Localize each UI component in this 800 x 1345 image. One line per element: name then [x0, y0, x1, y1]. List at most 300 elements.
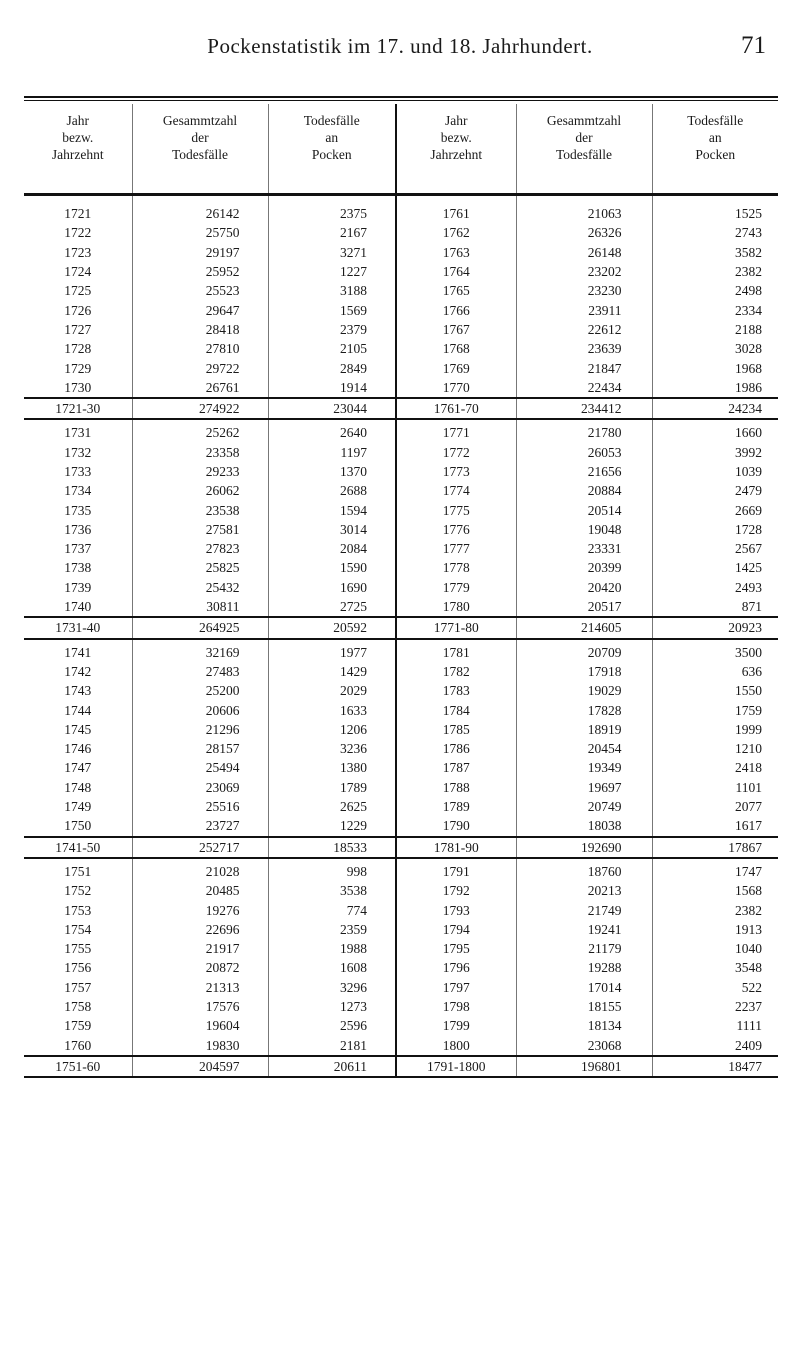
cell-total-deaths-left: 264925 — [132, 617, 268, 638]
cell-year-left: 1736 — [64, 521, 92, 537]
table-row — [24, 195, 778, 224]
cell-smallpox-deaths-right: 2498 — [652, 281, 778, 300]
cell-year-right: 1793 — [396, 900, 516, 919]
cell-total-deaths-left: 26142 — [132, 195, 268, 224]
table-row — [24, 481, 778, 500]
cell-total-deaths-left: 29647 — [132, 300, 268, 319]
cell-total-deaths-right: 196801 — [516, 1056, 652, 1077]
cell-year-right: 1798 — [396, 997, 516, 1016]
cell-total-deaths-left: 23069 — [132, 778, 268, 797]
cell-year-left: 1724 — [64, 264, 92, 280]
cell-total-deaths-left: 26062 — [132, 481, 268, 500]
cell-smallpox-deaths-right: 2493 — [652, 578, 778, 597]
table-row — [24, 978, 778, 997]
cell-total-deaths-right: 20454 — [516, 739, 652, 758]
table-row — [24, 700, 778, 719]
cell-year-right: 1792 — [396, 881, 516, 900]
cell-smallpox-deaths-left: 2625 — [268, 797, 396, 816]
table-row — [24, 320, 778, 339]
table-row — [24, 778, 778, 797]
cell-total-deaths-left: 28157 — [132, 739, 268, 758]
cell-total-deaths-left: 25952 — [132, 262, 268, 281]
cell-total-deaths-left: 25516 — [132, 797, 268, 816]
cell-year-left: 1752 — [64, 883, 92, 899]
cell-smallpox-deaths-left: 2640 — [268, 419, 396, 442]
cell-smallpox-deaths-right: 18477 — [652, 1056, 778, 1077]
cell-year-left: 1730 — [64, 379, 92, 395]
cell-total-deaths-left: 204597 — [132, 1056, 268, 1077]
cell-total-deaths-left: 25523 — [132, 281, 268, 300]
cell-total-deaths-left: 19604 — [132, 1016, 268, 1035]
cell-smallpox-deaths-left: 2849 — [268, 358, 396, 377]
cell-smallpox-deaths-right: 3548 — [652, 958, 778, 977]
cell-year-left: 1746 — [64, 741, 92, 757]
cell-smallpox-deaths-left: 1789 — [268, 778, 396, 797]
col-header-year-left — [24, 104, 132, 195]
cell-total-deaths-right: 18038 — [516, 816, 652, 836]
cell-year-right: 1790 — [396, 816, 516, 836]
cell-total-deaths-right: 214605 — [516, 617, 652, 638]
cell-total-deaths-left: 27823 — [132, 539, 268, 558]
col-header-total-deaths-right — [516, 104, 652, 195]
header-line: Todesfälle — [171, 147, 229, 162]
cell-smallpox-deaths-left: 3538 — [268, 881, 396, 900]
cell-year-left: 1727 — [64, 321, 92, 337]
table-row — [24, 997, 778, 1016]
cell-smallpox-deaths-right: 1660 — [652, 419, 778, 442]
cell-total-deaths-right: 22434 — [516, 378, 652, 398]
cell-year-left: 1744 — [64, 702, 92, 718]
cell-total-deaths-left: 20606 — [132, 700, 268, 719]
cell-smallpox-deaths-right: 3992 — [652, 443, 778, 462]
cell-smallpox-deaths-right: 1759 — [652, 700, 778, 719]
cell-total-deaths-left: 25494 — [132, 758, 268, 777]
col-header-smallpox-deaths-left — [268, 104, 396, 195]
table-row — [24, 520, 778, 539]
header-line: Gesammtzahl — [162, 113, 238, 128]
cell-total-deaths-right: 20884 — [516, 481, 652, 500]
cell-year-right: 1800 — [396, 1035, 516, 1055]
decade-total-row — [24, 617, 778, 638]
cell-year-left: 1721 — [64, 206, 92, 222]
table-top-rule — [24, 96, 778, 98]
cell-year-right: 1778 — [396, 558, 516, 577]
cell-year-right: 1781 — [396, 639, 516, 662]
cell-year-right: 1764 — [396, 262, 516, 281]
table-row — [24, 858, 778, 881]
cell-total-deaths-left: 29233 — [132, 462, 268, 481]
cell-year-right: 1762 — [396, 223, 516, 242]
cell-smallpox-deaths-right: 2188 — [652, 320, 778, 339]
cell-smallpox-deaths-right: 636 — [652, 662, 778, 681]
header-line: an — [325, 130, 339, 145]
cell-total-deaths-right: 20709 — [516, 639, 652, 662]
cell-smallpox-deaths-left: 3014 — [268, 520, 396, 539]
cell-total-deaths-left: 19830 — [132, 1035, 268, 1055]
cell-year-left: 1740 — [64, 599, 92, 615]
cell-year-left: 1753 — [64, 902, 92, 918]
cell-total-deaths-right: 20514 — [516, 500, 652, 519]
cell-smallpox-deaths-right: 2479 — [652, 481, 778, 500]
cell-smallpox-deaths-left: 20592 — [268, 617, 396, 638]
table-row — [24, 939, 778, 958]
cell-year-right: 1783 — [396, 681, 516, 700]
header-line: Gesammtzahl — [546, 113, 622, 128]
table-row — [24, 443, 778, 462]
cell-year-left: 1739 — [64, 579, 92, 595]
table-row — [24, 300, 778, 319]
cell-year-left: 1735 — [64, 502, 92, 518]
running-title: Pockenstatistik im 17. und 18. Jahrhundert. — [207, 34, 593, 58]
cell-smallpox-deaths-right: 1210 — [652, 739, 778, 758]
cell-smallpox-deaths-right: 2743 — [652, 223, 778, 242]
cell-total-deaths-left: 20485 — [132, 881, 268, 900]
table-row — [24, 739, 778, 758]
cell-smallpox-deaths-left: 20611 — [268, 1056, 396, 1077]
cell-total-deaths-right: 234412 — [516, 398, 652, 419]
cell-smallpox-deaths-right: 1111 — [652, 1016, 778, 1035]
cell-smallpox-deaths-right: 1040 — [652, 939, 778, 958]
cell-year-right: 1795 — [396, 939, 516, 958]
table-row — [24, 281, 778, 300]
cell-smallpox-deaths-left: 1594 — [268, 500, 396, 519]
cell-year-left: 1756 — [64, 960, 92, 976]
cell-smallpox-deaths-left: 1206 — [268, 720, 396, 739]
cell-total-deaths-right: 192690 — [516, 837, 652, 858]
header-line: der — [575, 130, 593, 145]
cell-smallpox-deaths-right: 1999 — [652, 720, 778, 739]
cell-year-right: 1773 — [396, 462, 516, 481]
cell-total-deaths-right: 20399 — [516, 558, 652, 577]
cell-total-deaths-right: 19288 — [516, 958, 652, 977]
cell-smallpox-deaths-left: 2379 — [268, 320, 396, 339]
col-header-year-right — [396, 104, 516, 195]
cell-year-left: 1758 — [64, 999, 92, 1015]
cell-year-right: 1767 — [396, 320, 516, 339]
cell-smallpox-deaths-left: 1273 — [268, 997, 396, 1016]
cell-total-deaths-left: 29722 — [132, 358, 268, 377]
cell-smallpox-deaths-left: 1690 — [268, 578, 396, 597]
table-row — [24, 500, 778, 519]
cell-total-deaths-right: 19048 — [516, 520, 652, 539]
cell-total-deaths-left: 23358 — [132, 443, 268, 462]
cell-smallpox-deaths-right: 1913 — [652, 920, 778, 939]
cell-total-deaths-right: 17014 — [516, 978, 652, 997]
cell-smallpox-deaths-right: 1617 — [652, 816, 778, 836]
cell-smallpox-deaths-right: 1568 — [652, 881, 778, 900]
cell-total-deaths-left: 252717 — [132, 837, 268, 858]
cell-year-right: 1775 — [396, 500, 516, 519]
table-row — [24, 920, 778, 939]
cell-total-deaths-right: 19697 — [516, 778, 652, 797]
cell-year-right: 1785 — [396, 720, 516, 739]
cell-year-right: 1780 — [396, 597, 516, 617]
cell-year-right: 1786 — [396, 739, 516, 758]
cell-total-deaths-right: 19241 — [516, 920, 652, 939]
cell-year-right: 1782 — [396, 662, 516, 681]
cell-total-deaths-left: 26761 — [132, 378, 268, 398]
header-line: Todesfälle — [303, 113, 360, 128]
cell-total-deaths-left: 19276 — [132, 900, 268, 919]
cell-total-deaths-right: 23639 — [516, 339, 652, 358]
header-line: bezw. — [440, 130, 472, 145]
cell-smallpox-deaths-right: 2567 — [652, 539, 778, 558]
table-row — [24, 539, 778, 558]
cell-total-deaths-right: 18134 — [516, 1016, 652, 1035]
table-row — [24, 958, 778, 977]
cell-total-deaths-left: 27581 — [132, 520, 268, 539]
cell-total-deaths-left: 21917 — [132, 939, 268, 958]
cell-year-left: 1741-50 — [24, 837, 132, 858]
cell-total-deaths-right: 21656 — [516, 462, 652, 481]
cell-smallpox-deaths-right: 20923 — [652, 617, 778, 638]
table-row — [24, 797, 778, 816]
table-body — [24, 195, 778, 1078]
cell-year-left: 1726 — [64, 302, 92, 318]
header-line: Jahrzehnt — [51, 147, 104, 162]
cell-total-deaths-left: 21313 — [132, 978, 268, 997]
table-row — [24, 1035, 778, 1055]
cell-smallpox-deaths-right: 1101 — [652, 778, 778, 797]
cell-smallpox-deaths-left: 1197 — [268, 443, 396, 462]
table-row — [24, 339, 778, 358]
cell-smallpox-deaths-right: 1039 — [652, 462, 778, 481]
cell-smallpox-deaths-left: 1590 — [268, 558, 396, 577]
cell-total-deaths-left: 21296 — [132, 720, 268, 739]
cell-total-deaths-left: 27810 — [132, 339, 268, 358]
cell-total-deaths-left: 25200 — [132, 681, 268, 700]
table-row — [24, 720, 778, 739]
cell-year-left: 1751-60 — [24, 1056, 132, 1077]
cell-smallpox-deaths-right: 2409 — [652, 1035, 778, 1055]
cell-smallpox-deaths-right: 2237 — [652, 997, 778, 1016]
table-row — [24, 758, 778, 777]
cell-year-right: 1784 — [396, 700, 516, 719]
cell-smallpox-deaths-left: 2084 — [268, 539, 396, 558]
cell-smallpox-deaths-left: 2688 — [268, 481, 396, 500]
cell-year-left: 1722 — [64, 225, 92, 241]
cell-total-deaths-left: 27483 — [132, 662, 268, 681]
cell-smallpox-deaths-left: 1229 — [268, 816, 396, 836]
cell-year-right: 1796 — [396, 958, 516, 977]
cell-smallpox-deaths-left: 1429 — [268, 662, 396, 681]
table-row — [24, 378, 778, 398]
cell-year-right: 1777 — [396, 539, 516, 558]
cell-smallpox-deaths-right: 1425 — [652, 558, 778, 577]
cell-smallpox-deaths-left: 1569 — [268, 300, 396, 319]
cell-year-left: 1759 — [64, 1018, 92, 1034]
cell-total-deaths-right: 19349 — [516, 758, 652, 777]
cell-year-right: 1772 — [396, 443, 516, 462]
decade-total-row — [24, 837, 778, 858]
table-row — [24, 662, 778, 681]
cell-year-left: 1745 — [64, 721, 92, 737]
cell-smallpox-deaths-left: 2029 — [268, 681, 396, 700]
table-row — [24, 816, 778, 836]
col-header-total-deaths-left — [132, 104, 268, 195]
cell-smallpox-deaths-left: 2596 — [268, 1016, 396, 1035]
header-line: Jahr — [445, 113, 468, 128]
cell-year-right: 1774 — [396, 481, 516, 500]
cell-total-deaths-right: 21847 — [516, 358, 652, 377]
cell-total-deaths-right: 23331 — [516, 539, 652, 558]
cell-total-deaths-left: 23538 — [132, 500, 268, 519]
table-header — [24, 104, 778, 195]
cell-year-right: 1789 — [396, 797, 516, 816]
cell-smallpox-deaths-left: 1227 — [268, 262, 396, 281]
cell-smallpox-deaths-right: 17867 — [652, 837, 778, 858]
cell-year-left: 1723 — [64, 244, 92, 260]
cell-year-right: 1791 — [396, 858, 516, 881]
cell-total-deaths-right: 20420 — [516, 578, 652, 597]
cell-total-deaths-right: 23911 — [516, 300, 652, 319]
cell-total-deaths-left: 28418 — [132, 320, 268, 339]
cell-smallpox-deaths-left: 2105 — [268, 339, 396, 358]
cell-smallpox-deaths-right: 1525 — [652, 195, 778, 224]
cell-smallpox-deaths-left: 998 — [268, 858, 396, 881]
cell-smallpox-deaths-right: 2077 — [652, 797, 778, 816]
col-header-smallpox-deaths-right — [652, 104, 778, 195]
table-row — [24, 578, 778, 597]
cell-total-deaths-left: 25262 — [132, 419, 268, 442]
cell-smallpox-deaths-right: 871 — [652, 597, 778, 617]
cell-total-deaths-right: 21749 — [516, 900, 652, 919]
cell-smallpox-deaths-right: 2669 — [652, 500, 778, 519]
cell-total-deaths-left: 25750 — [132, 223, 268, 242]
cell-smallpox-deaths-right: 1550 — [652, 681, 778, 700]
cell-smallpox-deaths-left: 3188 — [268, 281, 396, 300]
cell-year-right: 1771-80 — [396, 617, 516, 638]
table-row — [24, 681, 778, 700]
cell-total-deaths-right: 21179 — [516, 939, 652, 958]
table-row — [24, 243, 778, 262]
decade-total-row — [24, 398, 778, 419]
header-line: bezw. — [62, 130, 94, 145]
smallpox-statistics-table — [24, 104, 778, 1078]
cell-total-deaths-right: 18760 — [516, 858, 652, 881]
header-line: Jahrzehnt — [430, 147, 483, 162]
cell-year-left: 1725 — [64, 283, 92, 299]
cell-total-deaths-left: 30811 — [132, 597, 268, 617]
cell-year-left: 1732 — [64, 444, 92, 460]
table-row — [24, 1016, 778, 1035]
cell-smallpox-deaths-right: 1986 — [652, 378, 778, 398]
cell-smallpox-deaths-right: 1968 — [652, 358, 778, 377]
table-row — [24, 358, 778, 377]
cell-year-right: 1787 — [396, 758, 516, 777]
cell-total-deaths-right: 20749 — [516, 797, 652, 816]
cell-year-left: 1747 — [64, 760, 92, 776]
page-number: 71 — [741, 32, 766, 59]
cell-smallpox-deaths-left: 774 — [268, 900, 396, 919]
table-row — [24, 597, 778, 617]
cell-total-deaths-right: 21063 — [516, 195, 652, 224]
cell-total-deaths-right: 20517 — [516, 597, 652, 617]
cell-total-deaths-right: 23068 — [516, 1035, 652, 1055]
cell-year-right: 1776 — [396, 520, 516, 539]
cell-total-deaths-right: 19029 — [516, 681, 652, 700]
cell-year-left: 1733 — [64, 464, 92, 479]
cell-year-left: 1760 — [64, 1037, 92, 1053]
cell-year-right: 1761 — [396, 195, 516, 224]
cell-smallpox-deaths-right: 2418 — [652, 758, 778, 777]
cell-year-left: 1734 — [64, 483, 92, 499]
cell-total-deaths-right: 18155 — [516, 997, 652, 1016]
cell-smallpox-deaths-left: 2375 — [268, 195, 396, 224]
cell-year-left: 1738 — [64, 560, 92, 576]
cell-smallpox-deaths-right: 2382 — [652, 900, 778, 919]
cell-year-left: 1749 — [64, 799, 92, 815]
cell-year-right: 1763 — [396, 243, 516, 262]
cell-year-left: 1757 — [64, 979, 92, 995]
cell-year-left: 1743 — [64, 683, 92, 699]
header-line: Pocken — [311, 147, 352, 162]
cell-smallpox-deaths-left: 1914 — [268, 378, 396, 398]
cell-smallpox-deaths-right: 2334 — [652, 300, 778, 319]
cell-year-right: 1791-1800 — [396, 1056, 516, 1077]
cell-total-deaths-right: 17918 — [516, 662, 652, 681]
cell-year-right: 1770 — [396, 378, 516, 398]
cell-smallpox-deaths-left: 2359 — [268, 920, 396, 939]
cell-year-left: 1731 — [64, 425, 92, 441]
cell-year-left: 1737 — [64, 541, 92, 557]
table-row — [24, 223, 778, 242]
table-row — [24, 262, 778, 281]
cell-total-deaths-left: 23727 — [132, 816, 268, 836]
cell-year-right: 1766 — [396, 300, 516, 319]
cell-smallpox-deaths-right: 522 — [652, 978, 778, 997]
table-top-rule-thin — [24, 100, 778, 101]
cell-total-deaths-right: 21780 — [516, 419, 652, 442]
cell-total-deaths-right: 26326 — [516, 223, 652, 242]
cell-smallpox-deaths-left: 1633 — [268, 700, 396, 719]
table-row — [24, 462, 778, 481]
header-line: der — [191, 130, 209, 145]
cell-smallpox-deaths-left: 1608 — [268, 958, 396, 977]
cell-smallpox-deaths-left: 3236 — [268, 739, 396, 758]
cell-total-deaths-right: 18919 — [516, 720, 652, 739]
table-row — [24, 639, 778, 662]
cell-year-right: 1769 — [396, 358, 516, 377]
cell-smallpox-deaths-left: 2167 — [268, 223, 396, 242]
cell-smallpox-deaths-left: 18533 — [268, 837, 396, 858]
cell-year-left: 1755 — [64, 941, 92, 957]
cell-total-deaths-right: 26053 — [516, 443, 652, 462]
cell-smallpox-deaths-right: 3582 — [652, 243, 778, 262]
header-line: an — [708, 130, 722, 145]
cell-smallpox-deaths-right: 3500 — [652, 639, 778, 662]
cell-total-deaths-right: 23202 — [516, 262, 652, 281]
cell-smallpox-deaths-left: 3271 — [268, 243, 396, 262]
cell-total-deaths-left: 29197 — [132, 243, 268, 262]
cell-year-left: 1748 — [64, 779, 92, 795]
cell-total-deaths-right: 23230 — [516, 281, 652, 300]
cell-year-left: 1721-30 — [24, 398, 132, 419]
cell-year-right: 1799 — [396, 1016, 516, 1035]
cell-total-deaths-left: 17576 — [132, 997, 268, 1016]
cell-total-deaths-left: 20872 — [132, 958, 268, 977]
cell-total-deaths-left: 32169 — [132, 639, 268, 662]
cell-smallpox-deaths-left: 1370 — [268, 462, 396, 481]
cell-year-right: 1768 — [396, 339, 516, 358]
table-row — [24, 419, 778, 442]
cell-smallpox-deaths-left: 1988 — [268, 939, 396, 958]
cell-year-right: 1781-90 — [396, 837, 516, 858]
cell-smallpox-deaths-right: 3028 — [652, 339, 778, 358]
cell-total-deaths-left: 25825 — [132, 558, 268, 577]
cell-year-left: 1742 — [64, 663, 92, 679]
header-line: Todesfälle — [687, 113, 744, 128]
